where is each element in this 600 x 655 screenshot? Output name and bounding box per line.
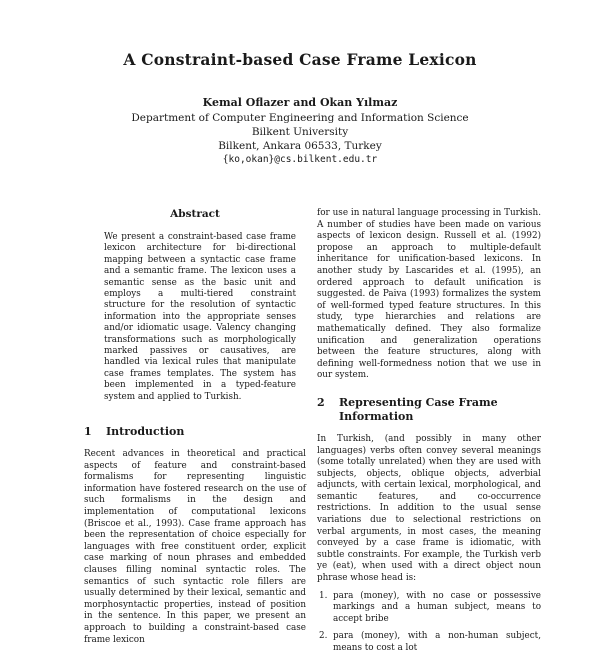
section-2-title-line1: Representing Case Frame [339,395,498,409]
section-2-title-line2: Information [339,409,414,423]
abstract-heading: Abstract [170,208,220,220]
affiliation-university: Bilkent University [251,126,349,138]
section-1-title: Introduction [106,425,185,439]
section-2-list [317,591,541,655]
list-item-text: para (money), with a non-human subject, means to cost a lot [333,631,541,653]
section-1-heading [84,425,306,439]
affiliation-block [0,111,600,167]
section-2-number: 2 [317,395,325,409]
section-2-heading [317,396,541,424]
section-1-text: Recent advances in theoretical and practical aspects of feature and constraint-based formalisms for representing linguistic information have fostered research on the use of such formalisms in the design and implementation of computational lexicons (Briscoe et al., 1993). Case frame approach has been the representation of choice especially for languages with free constituent order, explicit case marking of noun phrases and embedded clauses filling nominal syntactic roles. The semantics of such syntactic role fillers are usually determined by their lexical, semantic and morphosyntactic properties, instead of position in the sentence. In this paper, we present an approach to building a constraint-based case frame lexicon [84,449,306,645]
section-1-number: 1 [84,425,92,439]
affiliation-email: {ko,okan}@cs.bilkent.edu.tr [222,154,378,165]
list-item-number: 2. [319,631,328,642]
left-column [84,208,306,646]
affiliation-city: Bilkent, Ankara 06533, Turkey [218,140,382,152]
list-item [317,631,541,654]
affiliation-department: Department of Computer Engineering and Information Science [131,112,469,124]
right-column [317,208,541,655]
list-item-text: para (money), with no case or possessive markings and a human subject, means to accept bribe [333,590,541,624]
list-item-number: 1. [319,590,328,601]
right-column-continuation: for use in natural language processing in Turkish. A number of studies have been made on various aspects of lexicon design. Russell et al. (1992) propose an approach to multiple-default inheritance for unification-based lexicons. In another study by Lascarides et al. (1995), an ordered approach to default unification is suggested. de Paiva (1993) formalizes the system of well-formed typed feature structures. In this study, type hierarchies and relations are mathematically defined. They also formalize unification and generalization operations between the feature structures, along with defining well-formedness notion that we use in our system. [317,208,541,381]
list-item [317,591,541,626]
paper-title: A Constraint-based Case Frame Lexicon [123,50,477,69]
paper-authors: Kemal Oflazer and Okan Yılmaz [202,96,398,109]
section-2-text: In Turkish, (and possibly in many other languages) verbs often convey several meanings (some totally unrelated) when they are used with subjects, objects, oblique objects, adverbial adjuncts, with certain lexical, morphological, and semantic features, and co-occurrence restrictions. In addition to the usual sense variations due to selectional restrictions on verbal arguments, in most cases, the meaning conveyed by a case frame is idiomatic, with subtle constraints. For example, the Turkish verb ye (eat), when used with a direct object noun phrase whose head is: [317,433,541,584]
abstract-text: We present a constraint-based case frame lexicon architecture for bi-directional mapping between a syntactic case frame and a semantic frame. The lexicon uses a semantic sense as the basic unit and employs a multi-tiered constraint structure for the resolution of syntactic information into the appropriate senses and/or idiomatic usage. Valency changing transformations such as morphologically marked passives or causatives, are handled via lexical rules that manipulate case frames templates. The system has been implemented in a typed-feature system and applied to Turkish. [104,232,296,402]
